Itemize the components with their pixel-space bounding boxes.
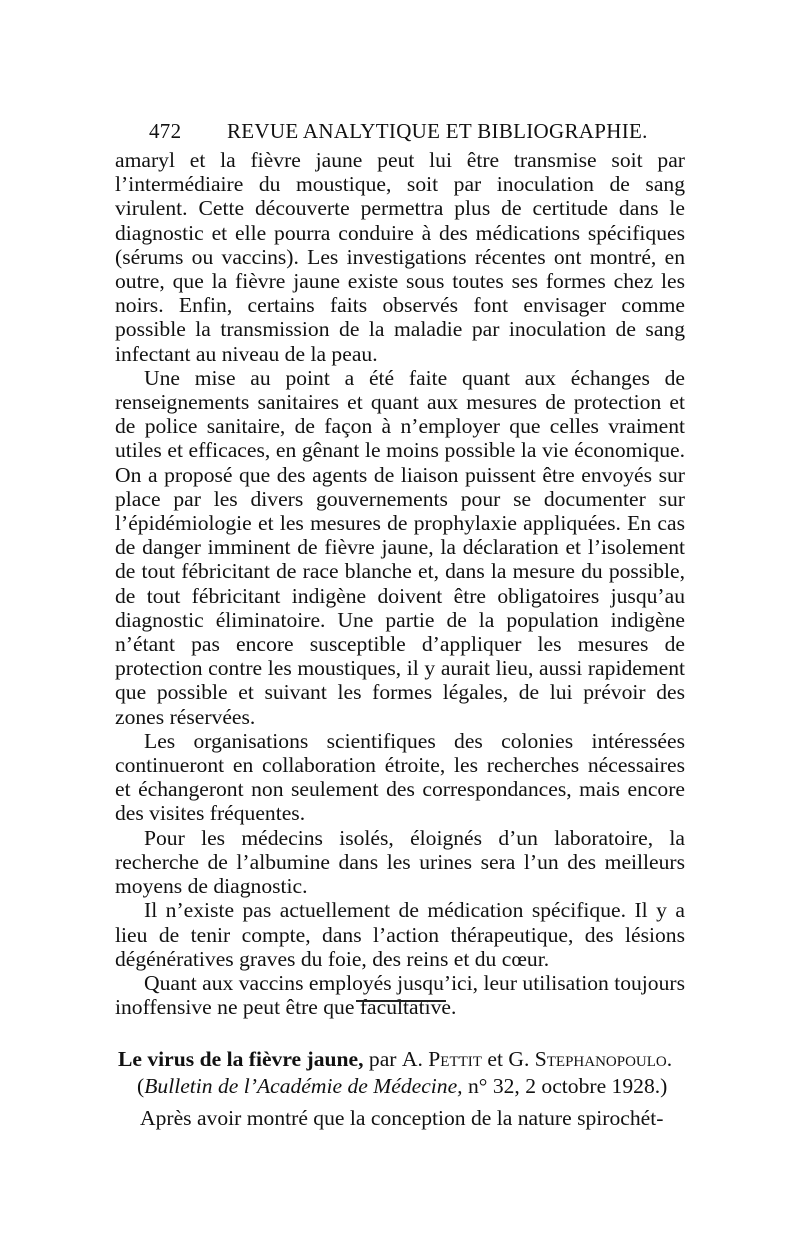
review-heading	[118, 1046, 698, 1073]
review-author: A. Pettit	[401, 1047, 482, 1071]
review-author: G. Stephanopoulo.	[508, 1047, 673, 1071]
page-number: 472	[149, 119, 182, 143]
review-title: Le virus de la fièvre jaune,	[118, 1047, 364, 1071]
paragraph-continued: amaryl et la fièvre jaune peut lui être transmise soit par l’intermédiaire du moustique, soit par inoculation de sang virulent. Cette découverte permettra plus de certitude dans le diagnostic et elle pourra conduire à des médications spécifiques (sérums ou vaccins). Les investigations récentes ont montré, en outre, que la fièvre jaune existe sous toutes ses formes chez les noirs. Enfin, certains faits observés font envisager comme possible la transmission de la maladie par inoculation de sang infectant au niveau de la peau.	[115, 148, 685, 366]
paragraph: Les organisations scientifiques des colonies intéressées continueront en collaboration étroite, les recherches nécessaires et échangeront non seulement des correspondances, mais encore des visites fréquentes.	[115, 728, 685, 826]
paragraph: Pour les médecins isolés, éloignés d’un laboratoire, la recherche de l’albumine dans les urines sera l’un des meilleurs moyens de diagnostic.	[115, 825, 685, 899]
running-header	[149, 119, 690, 149]
review-and: et	[487, 1047, 503, 1071]
article-body	[115, 148, 685, 1019]
review-entry	[118, 1046, 698, 1132]
paragraph: Une mise au point a été faite quant aux échanges de renseignements sanitaires et quant aux mesures de protection et de police sanitaire, de façon à n’employer que celles vraiment utiles et efficaces, en gênant le moins possible la vie économique. On a proposé que des agents de liaison puissent être envoyés sur place par les divers gouvernements pour se documenter sur l’épidémiologie et les mesures de prophylaxie appliquées. En cas de danger imminent de fièvre jaune, la déclaration et l’isolement de tout fébricitant de race blanche et, dans la mesure du possible, de tout fébricitant indigène doivent être obligatoires jusqu’au diagnostic éliminatoire. Une partie de la population indigène n’étant pas encore susceptible d’appliquer les mesures de protection contre les moustiques, il y aurait lieu, aussi rapidement que possible et suivant les formes légales, de lui prévoir des zones réservées.	[115, 365, 685, 729]
paragraph: Quant aux vaccins employés jusqu’ici, leur utilisation toujours inoffensive ne peut être que facultative.	[115, 970, 685, 1020]
review-by: par	[368, 1047, 397, 1071]
running-title: REVUE ANALYTIQUE ET BIBLIOGRAPHIE.	[227, 119, 648, 143]
review-citation	[118, 1073, 698, 1100]
journal-issue: n° 32, 2 octobre 1928.)	[467, 1074, 668, 1098]
journal-name: Bulletin de l’Académie de Médecine,	[144, 1074, 463, 1098]
review-first-line: Après avoir montré que la conception de la nature spirochét-	[140, 1106, 664, 1130]
citation-open: (	[137, 1074, 145, 1098]
section-divider	[356, 1000, 446, 1002]
paragraph: Il n’existe pas actuellement de médication spécifique. Il y a lieu de tenir compte, dans l’action thérapeutique, des lésions dégénératives graves du foie, des reins et du cœur.	[115, 898, 685, 971]
